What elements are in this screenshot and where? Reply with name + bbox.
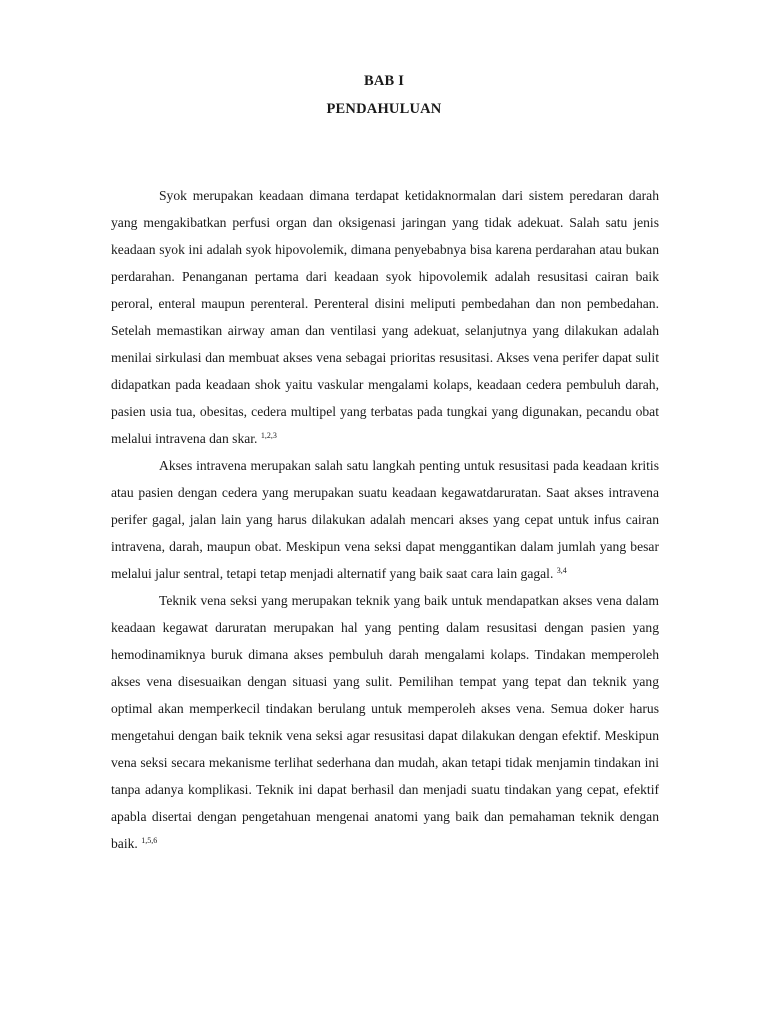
paragraph [111, 182, 659, 452]
paragraph-text: Syok merupakan keadaan dimana terdapat ketidaknormalan dari sistem peredaran darah yang mengakibatkan perfusi organ dan oksigenasi jaringan yang tidak adekuat. Salah satu jenis keadaan syok ini adalah syok hipovolemik, dimana penyebabnya bisa karena perdarahan atau bukan perdarahan. Penanganan pertama dari keadaan syok hipovolemik adalah resusitasi cairan baik peroral, enteral maupun perenteral. Perenteral disini meliputi pembedahan dan non pembedahan. Setelah memastikan airway aman dan ventilasi yang adekuat, selanjutnya yang dilakukan adalah menilai sirkulasi dan membuat akses vena sebagai prioritas resusitasi. Akses vena perifer dapat sulit didapatkan pada keadaan shok yaitu vaskular mengalami kolaps, keadaan cedera pembuluh darah, pasien usia tua, obesitas, cedera multipel yang terbatas pada tungkai yang digunakan, pecandu obat melalui intravena dan skar. [111, 188, 659, 446]
paragraph [111, 452, 659, 587]
body-text [111, 182, 659, 857]
reference-superscript: 1,2,3 [260, 431, 277, 440]
paragraph-text: Akses intravena merupakan salah satu langkah penting untuk resusitasi pada keadaan kritis atau pasien dengan cedera yang merupakan suatu keadaan kegawatdaruratan. Saat akses intravena perifer gagal, jalan lain yang harus dilakukan adalah mencari akses yang cepat untuk infus cairan intravena, darah, maupun obat. Meskipun vena seksi dapat menggantikan dalam jumlah yang besar melalui jalur sentral, tetapi tetap menjadi alternatif yang baik saat cara lain gagal. [111, 458, 659, 581]
paragraph [111, 587, 659, 857]
chapter-title: PENDAHULUAN [326, 101, 442, 117]
reference-superscript: 3,4 [556, 566, 567, 575]
reference-superscript: 1,5,6 [141, 836, 158, 845]
paragraph-text: Teknik vena seksi yang merupakan teknik yang baik untuk mendapatkan akses vena dalam keadaan kegawat daruratan merupakan hal yang penting dalam resusitasi dengan pasien yang hemodinamiknya buruk dimana akses pembuluh darah mengalami kolaps. Tindakan memperoleh akses vena disesuaikan dengan situasi yang sulit. Pemilihan tempat yang tepat dan teknik yang optimal akan memperkecil tindakan berulang untuk memperoleh akses vena. Semua doker harus mengetahui dengan baik teknik vena seksi agar resusitasi dapat dilakukan dengan efektif. Meskipun vena seksi secara mekanisme terlihat sederhana dan mudah, akan tetapi tidak menjamin tindakan ini tanpa adanya komplikasi. Teknik ini dapat berhasil dan menjadi suatu tindakan yang cepat, efektif apabla disertai dengan pengetahuan mengenai anatomi yang baik dan pemahaman teknik dengan baik. [111, 593, 659, 851]
chapter-number: BAB I [363, 73, 405, 89]
